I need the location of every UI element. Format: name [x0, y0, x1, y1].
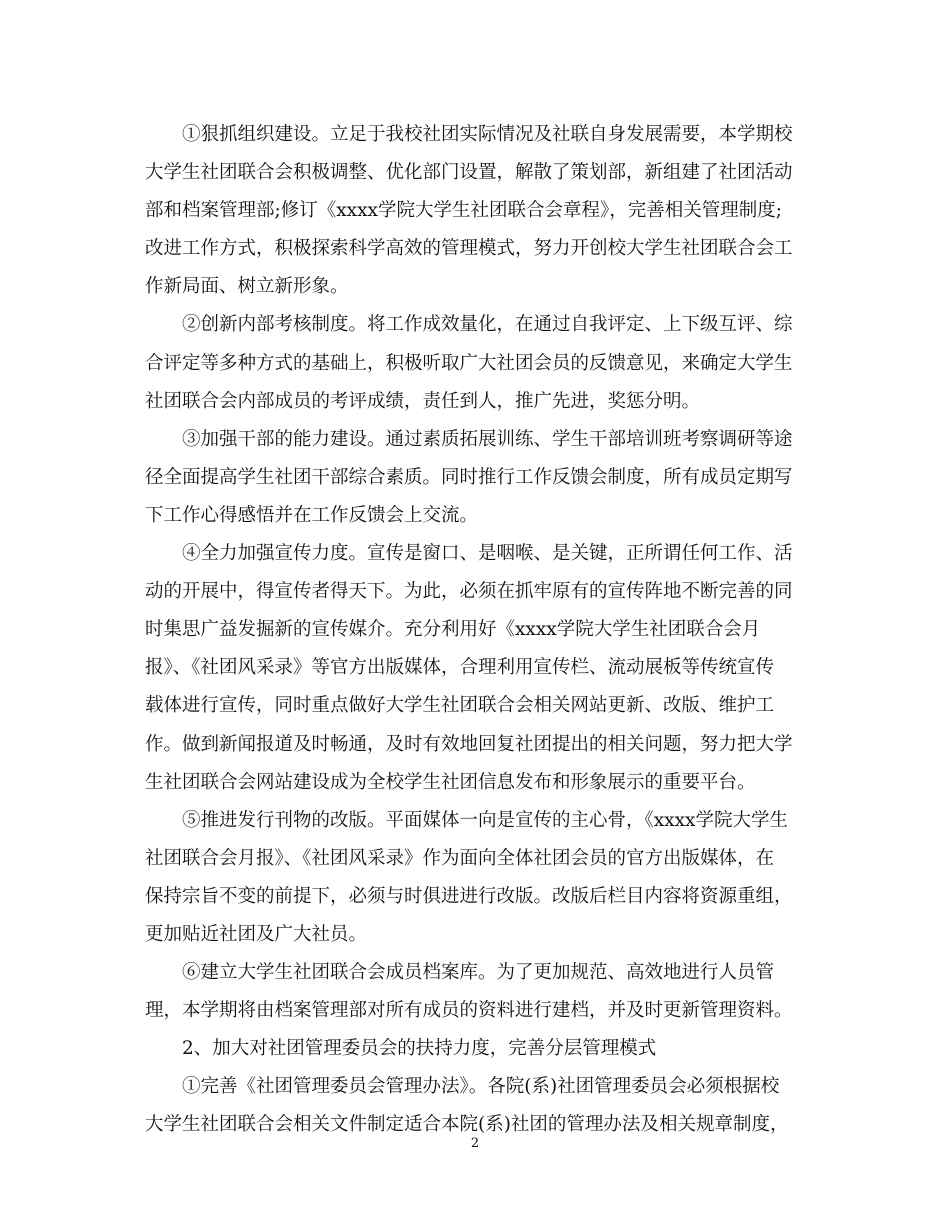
text-line: 理，本学期将由档案管理部对所有成员的资料进行建档，并及时更新管理资料。	[145, 1000, 793, 1022]
text-line: 动的开展中，得宣传者得天下。为此，必须在抓牢原有的宣传阵地不断完善的同	[145, 581, 793, 603]
text-line: 保持宗旨不变的前提下，必须与时俱进进行改版。改版后栏目内容将资源重组，	[145, 885, 793, 907]
text-line: 大学生社团联合会相关文件制定适合本院(系)社团的管理办法及相关规章制度，	[145, 1114, 789, 1136]
text-line: 社团联合会月报》、《社团风采录》作为面向全体社团会员的官方出版媒体，在	[145, 847, 775, 869]
page-number: 2	[470, 1136, 480, 1151]
text-line: 大学生社团联合会积极调整、优化部门设置，解散了策划部，新组建了社团活动	[145, 162, 793, 184]
text-line: 2、加大对社团管理委员会的扶持力度，完善分层管理模式	[182, 1038, 657, 1060]
text-line: ⑥建立大学生社团联合会成员档案库。为了更加规范、高效地进行人员管	[182, 962, 775, 984]
text-line: 社团联合会内部成员的考评成绩，责任到人，推广先进，奖惩分明。	[145, 390, 701, 412]
text-line: 生社团联合会网站建设成为全校学生社团信息发布和形象展示的重要平台。	[145, 771, 756, 793]
text-line: ②创新内部考核制度。将工作成效量化，在通过自我评定、上下级互评、综	[182, 314, 793, 336]
text-line: 改进工作方式，积极探索科学高效的管理模式，努力开创校大学生社团联合会工	[145, 238, 793, 260]
text-line: ①完善《社团管理委员会管理办法》。各院(系)社团管理委员会必须根据校	[182, 1076, 780, 1098]
text-line: 部和档案管理部;修订《xxxx学院大学生社团联合会章程》，完善相关管理制度;	[145, 200, 782, 222]
text-line: 合评定等多种方式的基础上，积极听取广大社团会员的反馈意见，来确定大学生	[145, 352, 793, 374]
text-line: 报》、《社团风采录》等官方出版媒体，合理利用宣传栏、流动展板等传统宣传	[145, 657, 775, 679]
body-text	[145, 116, 807, 1145]
text-line: 作新局面、树立新形象。	[145, 276, 349, 298]
text-line: 下工作心得感悟并在工作反馈会上交流。	[145, 504, 479, 526]
text-line: ④全力加强宣传力度。宣传是窗口、是咽喉、是关键，正所谓任何工作、活	[182, 543, 793, 565]
text-line: 时集思广益发掘新的宣传媒介。充分利用好《xxxx学院大学生社团联合会月	[145, 619, 761, 641]
text-line: ⑤推进发行刊物的改版。平面媒体一向是宣传的主心骨，《xxxx学院大学生	[182, 809, 788, 831]
text-line: 更加贴近社团及广大社员。	[145, 923, 368, 945]
text-line: 径全面提高学生社团干部综合素质。同时推行工作反馈会制度，所有成员定期写	[145, 466, 793, 488]
text-line: 载体进行宣传，同时重点做好大学生社团联合会相关网站更新、改版、维护工	[145, 695, 775, 717]
text-line: ①狠抓组织建设。立足于我校社团实际情况及社联自身发展需要，本学期校	[182, 124, 793, 145]
text-line: 作。做到新闻报道及时畅通，及时有效地回复社团提出的相关问题，努力把大学	[145, 733, 793, 755]
text-line: ③加强干部的能力建设。通过素质拓展训练、学生干部培训班考察调研等途	[182, 428, 793, 450]
